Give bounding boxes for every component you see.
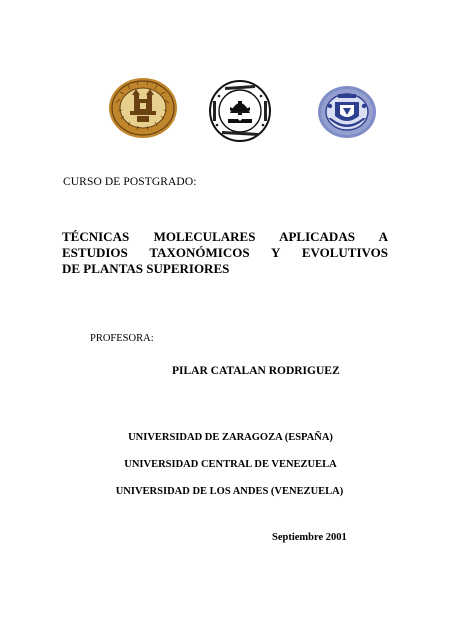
professor-label: PROFESORA:: [90, 333, 154, 344]
university-seal-central-venezuela: [208, 79, 272, 143]
university-name: UNIVERSIDAD CENTRAL DE VENEZUELA: [124, 459, 337, 470]
university-name: UNIVERSIDAD DE ZARAGOZA (ESPAÑA): [128, 432, 333, 443]
professor-name: PILAR CATALAN RODRIGUEZ: [172, 365, 340, 377]
title-line: ESTUDIOS TAXONÓMICOS Y EVOLUTIVOS: [62, 245, 388, 260]
university-name: UNIVERSIDAD DE LOS ANDES (VENEZUELA): [115, 486, 344, 497]
university-seal-los-andes: [316, 84, 378, 140]
title-line: DE PLANTAS SUPERIORES: [62, 261, 230, 276]
course-label: CURSO DE POSTGRADO:: [63, 176, 197, 188]
title-line: TÉCNICAS MOLECULARES APLICADAS A: [62, 229, 388, 244]
university-seal-zaragoza: [108, 77, 178, 139]
document-date: Septiembre 2001: [272, 532, 347, 543]
document-title: [62, 229, 388, 277]
